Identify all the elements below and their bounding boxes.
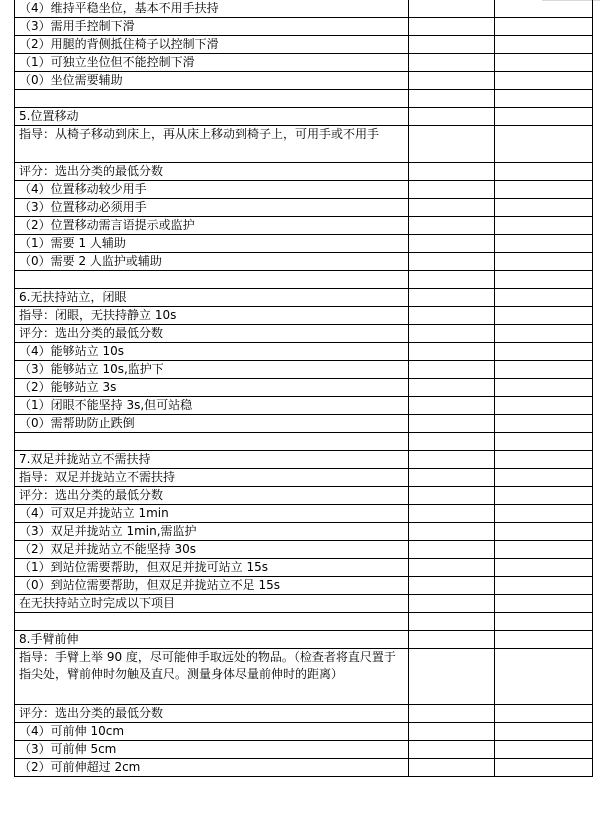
table-row	[15, 217, 593, 235]
score-cell	[409, 54, 495, 72]
score-cell	[409, 631, 495, 649]
score-cell	[409, 72, 495, 90]
table-row	[15, 595, 593, 613]
remark-cell	[495, 54, 593, 72]
table-row	[15, 451, 593, 469]
assessment-table-wrapper	[14, 0, 593, 777]
item-text-cell: （3）需用手控制下滑	[15, 18, 409, 36]
table-row	[15, 18, 593, 36]
score-cell	[409, 523, 495, 541]
table-row	[15, 289, 593, 307]
table-row	[15, 307, 593, 325]
score-cell	[409, 108, 495, 126]
score-cell	[409, 723, 495, 741]
item-text-cell: （0）坐位需要辅助	[15, 72, 409, 90]
table-row	[15, 487, 593, 505]
item-text-cell: （4）维持平稳坐位，基本不用手扶持	[15, 0, 409, 18]
remark-cell	[495, 649, 593, 705]
score-cell	[409, 541, 495, 559]
score-cell	[409, 595, 495, 613]
score-cell	[409, 487, 495, 505]
remark-cell	[495, 126, 593, 163]
remark-cell	[495, 595, 593, 613]
remark-cell	[495, 361, 593, 379]
remark-cell	[495, 217, 593, 235]
remark-cell	[495, 559, 593, 577]
table-row	[15, 199, 593, 217]
score-cell	[409, 361, 495, 379]
score-cell	[409, 271, 495, 289]
score-cell	[409, 235, 495, 253]
blank-row	[15, 613, 593, 631]
remark-cell	[495, 741, 593, 759]
score-cell	[409, 415, 495, 433]
item-text-cell: （2）可前伸超过 2cm	[15, 759, 409, 777]
score-cell	[409, 36, 495, 54]
remark-cell	[495, 451, 593, 469]
item-text-cell: 评分：选出分类的最低分数	[15, 487, 409, 505]
balance-assessment-table	[14, 0, 593, 777]
remark-cell	[495, 631, 593, 649]
remark-cell	[495, 343, 593, 361]
item-text-cell: 7.双足并拢站立不需扶持	[15, 451, 409, 469]
item-text-cell: 评分：选出分类的最低分数	[15, 325, 409, 343]
table-row	[15, 759, 593, 777]
remark-cell	[495, 613, 593, 631]
remark-cell	[495, 199, 593, 217]
remark-cell	[495, 415, 593, 433]
item-text-cell	[15, 433, 409, 451]
remark-cell	[495, 705, 593, 723]
item-text-cell: （3）位置移动必须用手	[15, 199, 409, 217]
remark-cell	[495, 271, 593, 289]
table-row	[15, 126, 593, 163]
remark-cell	[495, 433, 593, 451]
score-cell	[409, 559, 495, 577]
table-row	[15, 54, 593, 72]
table-row	[15, 181, 593, 199]
item-text-cell: （4）位置移动较少用手	[15, 181, 409, 199]
table-row	[15, 741, 593, 759]
item-text-cell: （2）能够站立 3s	[15, 379, 409, 397]
score-cell	[409, 613, 495, 631]
table-row	[15, 397, 593, 415]
item-text-cell: 指导：手臂上举 90 度，尽可能伸手取远处的物品。（检查者将直尺置于指尖处，臂前伸时勿触及直尺。测量身体尽量前伸时的距离）	[15, 649, 409, 705]
blank-row	[15, 271, 593, 289]
remark-cell	[495, 307, 593, 325]
score-cell	[409, 199, 495, 217]
remark-cell	[495, 759, 593, 777]
score-cell	[409, 343, 495, 361]
remark-cell	[495, 577, 593, 595]
table-row	[15, 631, 593, 649]
score-cell	[409, 217, 495, 235]
score-cell	[409, 307, 495, 325]
remark-cell	[495, 18, 593, 36]
item-text-cell: （1）闭眼不能坚持 3s,但可站稳	[15, 397, 409, 415]
table-row	[15, 523, 593, 541]
score-cell	[409, 469, 495, 487]
score-cell	[409, 379, 495, 397]
remark-cell	[495, 163, 593, 181]
item-text-cell: （4）能够站立 10s	[15, 343, 409, 361]
item-text-cell: （0）需要 2 人监护或辅助	[15, 253, 409, 271]
table-row	[15, 505, 593, 523]
table-row	[15, 649, 593, 705]
table-row	[15, 36, 593, 54]
table-row	[15, 361, 593, 379]
score-cell	[409, 577, 495, 595]
remark-cell	[495, 181, 593, 199]
item-text-cell: 评分：选出分类的最低分数	[15, 163, 409, 181]
score-cell	[409, 649, 495, 705]
item-text-cell: （1）需要 1 人辅助	[15, 235, 409, 253]
remark-cell	[495, 36, 593, 54]
remark-cell	[495, 0, 593, 18]
score-cell	[409, 705, 495, 723]
remark-cell	[495, 72, 593, 90]
remark-cell	[495, 469, 593, 487]
score-cell	[409, 90, 495, 108]
remark-cell	[495, 90, 593, 108]
score-cell	[409, 289, 495, 307]
score-cell	[409, 126, 495, 163]
table-row	[15, 415, 593, 433]
remark-cell	[495, 235, 593, 253]
table-row	[15, 108, 593, 126]
table-row	[15, 235, 593, 253]
item-text-cell: 指导：闭眼，无扶持静立 10s	[15, 307, 409, 325]
table-row	[15, 0, 593, 18]
score-cell	[409, 451, 495, 469]
item-text-cell: 指导：双足并拢站立不需扶持	[15, 469, 409, 487]
item-text-cell: （2）用腿的背侧抵住椅子以控制下滑	[15, 36, 409, 54]
remark-cell	[495, 487, 593, 505]
item-text-cell: （3）能够站立 10s,监护下	[15, 361, 409, 379]
remark-cell	[495, 723, 593, 741]
table-row	[15, 379, 593, 397]
remark-cell	[495, 325, 593, 343]
item-text-cell	[15, 90, 409, 108]
score-cell	[409, 741, 495, 759]
item-text-cell: 评分：选出分类的最低分数	[15, 705, 409, 723]
table-row	[15, 325, 593, 343]
blank-row	[15, 433, 593, 451]
item-text-cell: （1）到站位需要帮助，但双足并拢可站立 15s	[15, 559, 409, 577]
remark-cell	[495, 379, 593, 397]
item-text-cell: （4）可双足并拢站立 1min	[15, 505, 409, 523]
item-text-cell: 在无扶持站立时完成以下项目	[15, 595, 409, 613]
table-row	[15, 253, 593, 271]
remark-cell	[495, 289, 593, 307]
score-cell	[409, 433, 495, 451]
item-text-cell: （0）需帮助防止跌倒	[15, 415, 409, 433]
table-row	[15, 343, 593, 361]
score-cell	[409, 253, 495, 271]
score-cell	[409, 0, 495, 18]
item-text-cell: （3）双足并拢站立 1min,需监护	[15, 523, 409, 541]
item-text-cell: （3）可前伸 5cm	[15, 741, 409, 759]
remark-cell	[495, 505, 593, 523]
remark-cell	[495, 523, 593, 541]
item-text-cell: 8.手臂前伸	[15, 631, 409, 649]
score-cell	[409, 397, 495, 415]
item-text-cell	[15, 613, 409, 631]
remark-cell	[495, 397, 593, 415]
table-row	[15, 469, 593, 487]
remark-cell	[495, 108, 593, 126]
score-cell	[409, 759, 495, 777]
score-cell	[409, 18, 495, 36]
table-row	[15, 541, 593, 559]
table-row	[15, 705, 593, 723]
item-text-cell: （2）双足并拢站立不能坚持 30s	[15, 541, 409, 559]
item-text-cell: 5.位置移动	[15, 108, 409, 126]
score-cell	[409, 325, 495, 343]
item-text-cell: （4）可前伸 10cm	[15, 723, 409, 741]
item-text-cell: 6.无扶持站立，闭眼	[15, 289, 409, 307]
item-text-cell	[15, 271, 409, 289]
table-row	[15, 559, 593, 577]
item-text-cell: 指导：从椅子移动到床上，再从床上移动到椅子上，可用手或不用手	[15, 126, 409, 163]
table-row	[15, 163, 593, 181]
table-row	[15, 723, 593, 741]
item-text-cell: （0）到站位需要帮助，但双足并拢站立不足 15s	[15, 577, 409, 595]
blank-row	[15, 90, 593, 108]
item-text-cell: （1）可独立坐位但不能控制下滑	[15, 54, 409, 72]
table-row	[15, 72, 593, 90]
score-cell	[409, 505, 495, 523]
table-row	[15, 577, 593, 595]
table-body	[15, 0, 593, 777]
remark-cell	[495, 541, 593, 559]
score-cell	[409, 181, 495, 199]
item-text-cell: （2）位置移动需言语提示或监护	[15, 217, 409, 235]
remark-cell	[495, 253, 593, 271]
score-cell	[409, 163, 495, 181]
